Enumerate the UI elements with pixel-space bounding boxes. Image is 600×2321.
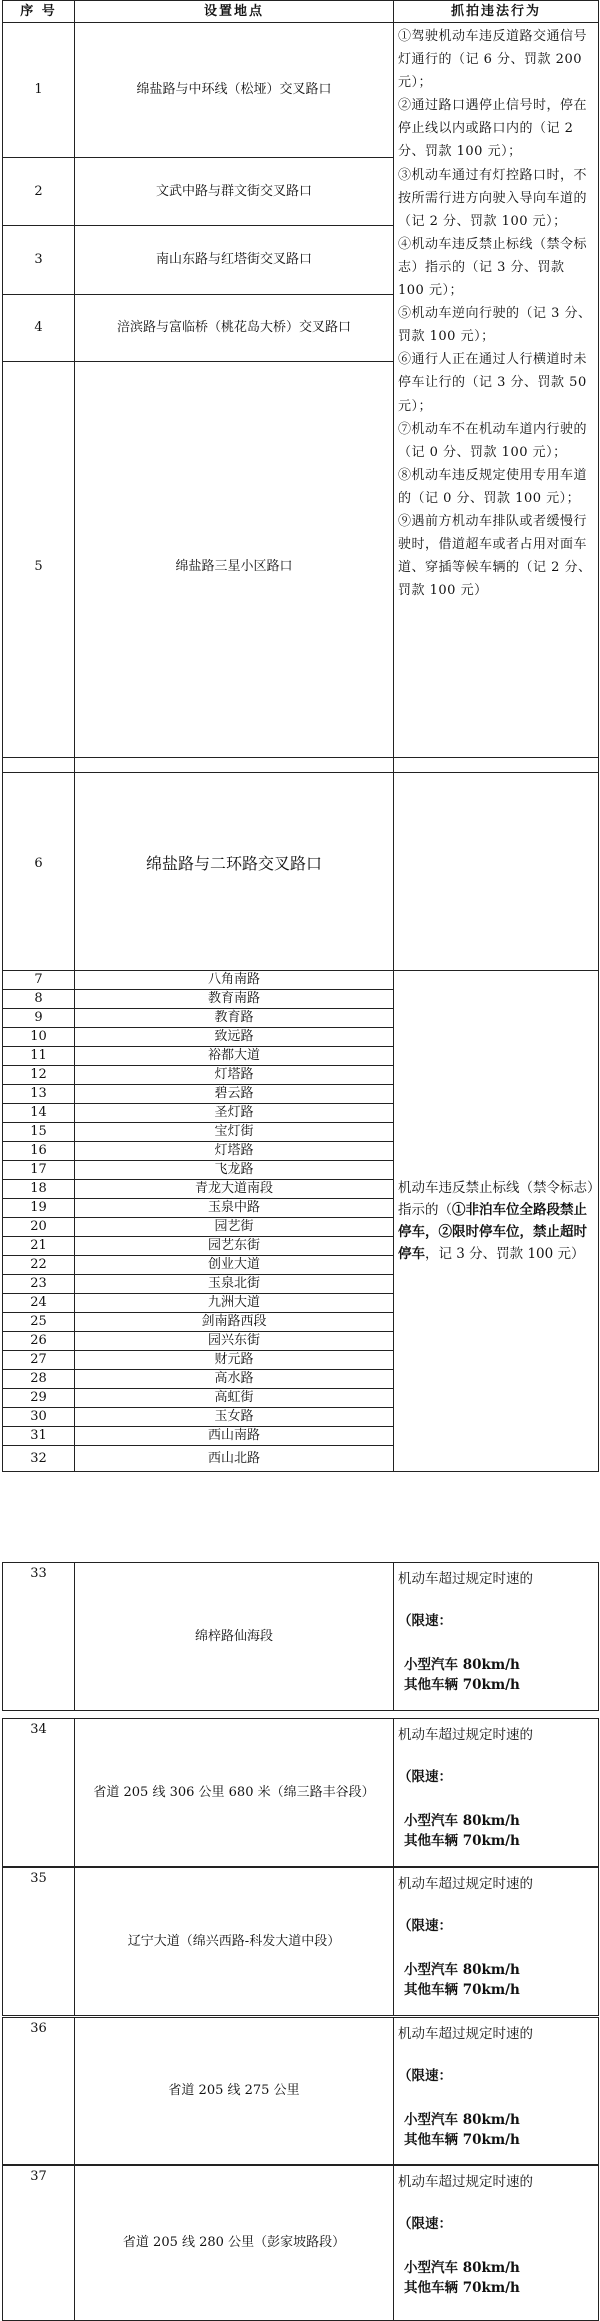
table-row xyxy=(3,971,599,990)
speed-line-1: 机动车超过规定时速的 xyxy=(398,1876,533,1892)
table-row xyxy=(3,1563,599,1711)
behavior-cell xyxy=(394,1868,599,2016)
speed-table xyxy=(2,1867,599,2016)
speed-limit-other: 其他车辆 70km/h xyxy=(404,1833,520,1849)
row-location: 涪滨路与富临桥（桃花岛大桥）交叉路口 xyxy=(75,295,394,362)
row-num: 13 xyxy=(3,1085,75,1104)
row-num: 26 xyxy=(3,1332,75,1351)
row-location: 辽宁大道（绵兴西路-科发大道中段） xyxy=(75,1868,394,2016)
row-location: 玉女路 xyxy=(75,1408,394,1427)
row-location: 八角南路 xyxy=(75,971,394,990)
table-section-2 xyxy=(2,757,599,1472)
behavior-text-post: ，记 3 分、罚款 100 元） xyxy=(425,1246,585,1262)
row-num: 25 xyxy=(3,1313,75,1332)
row-location: 园艺东街 xyxy=(75,1237,394,1256)
row-location: 九洲大道 xyxy=(75,1294,394,1313)
row-location: 剑南路西段 xyxy=(75,1313,394,1332)
row-location: 飞龙路 xyxy=(75,1161,394,1180)
row-location: 省道 205 线 306 公里 680 米（绵三路丰谷段） xyxy=(75,1719,394,1867)
row-location: 宝灯街 xyxy=(75,1123,394,1142)
table-section-1 xyxy=(2,0,599,773)
header-location: 设置地点 xyxy=(75,1,394,23)
row-location: 圣灯路 xyxy=(75,1104,394,1123)
speed-line-1: 机动车超过规定时速的 xyxy=(398,1727,533,1743)
row-num: 15 xyxy=(3,1123,75,1142)
row-num: 22 xyxy=(3,1256,75,1275)
row-num: 34 xyxy=(3,1719,75,1867)
empty-behavior-cell xyxy=(394,758,599,971)
row-num: 19 xyxy=(3,1199,75,1218)
speed-limit-other: 其他车辆 70km/h xyxy=(404,2280,520,2296)
speed-limit-small-car: 小型汽车 80km/h xyxy=(404,1813,520,1829)
speed-limit-small-car: 小型汽车 80km/h xyxy=(404,2112,520,2128)
table-row xyxy=(3,23,599,158)
behavior-cell xyxy=(394,2018,599,2165)
table-row xyxy=(3,2166,599,2321)
speed-limit-other: 其他车辆 70km/h xyxy=(404,1677,520,1693)
speed-table xyxy=(2,2017,599,2165)
row-location: 省道 205 线 275 公里 xyxy=(75,2018,394,2165)
row-location: 灯塔路 xyxy=(75,1142,394,1161)
table-header-row xyxy=(3,1,599,23)
speed-line-1: 机动车超过规定时速的 xyxy=(398,2026,533,2042)
row-location: 碧云路 xyxy=(75,1085,394,1104)
row-num: 9 xyxy=(3,1009,75,1028)
row-location: 园兴东街 xyxy=(75,1332,394,1351)
row-location: 高水路 xyxy=(75,1370,394,1389)
speed-line-2: （限速： xyxy=(398,2068,452,2084)
behavior-cell xyxy=(394,1719,599,1867)
row-location: 高虹街 xyxy=(75,1389,394,1408)
row-num: 24 xyxy=(3,1294,75,1313)
row-num: 32 xyxy=(3,1446,75,1472)
row-location: 绵盐路与中环线（松垭）交叉路口 xyxy=(75,23,394,158)
behavior-text: ①驾驶机动车违反道路交通信号灯通行的（记 6 分、罚款 200 元）； ②通过路口遇停止信号时，停在停止线以内或路口内的（记 2 分、罚款 100 元）； ③机动车通过有灯控路口时，不按所需行进方向驶入导向车道的（记 2 分、罚款 100 元）； ④机动车违反禁止标线（禁令标志）指示的（记 3 分、罚款 100 元）； ⑤机动车逆向行驶的（记 3 分、罚款 100 元）； ⑥通行人正在通过人行横道时未停车让行的（记 3 分、罚款 50 元）； ⑦机动车不在机动车道内行驶的（记 0 分、罚款 100 元）； ⑧机动车违反规定使用专用车道的（记 0 分、罚款 100 元）； ⑨遇前方机动车排队或者缓慢行驶时，借道超车或者占用对面车道、穿插等候车辆的（记 2 分、罚款 100 元） xyxy=(398,29,592,599)
row-location: 青龙大道南段 xyxy=(75,1180,394,1199)
speed-line-1: 机动车超过规定时速的 xyxy=(398,1571,533,1587)
row-location: 绵梓路仙海段 xyxy=(75,1563,394,1711)
row-num: 1 xyxy=(3,23,75,158)
row-num: 33 xyxy=(3,1563,75,1711)
behavior-text-bold: ①非泊车位全路段禁止停车，②限时停车位，禁止超时停车 xyxy=(398,1202,587,1262)
row-num: 31 xyxy=(3,1427,75,1446)
row-num: 35 xyxy=(3,1868,75,2016)
behavior-text xyxy=(398,1177,594,1265)
row-num: 12 xyxy=(3,1066,75,1085)
row-num: 37 xyxy=(3,2166,75,2321)
row-location: 西山南路 xyxy=(75,1427,394,1446)
row-num: 10 xyxy=(3,1028,75,1047)
row-location: 灯塔路 xyxy=(75,1066,394,1085)
speed-table xyxy=(2,2165,599,2321)
row-num: 27 xyxy=(3,1351,75,1370)
row-location: 玉泉北街 xyxy=(75,1275,394,1294)
row-location: 教育路 xyxy=(75,1009,394,1028)
row-num: 29 xyxy=(3,1389,75,1408)
header-behavior: 抓拍违法行为 xyxy=(394,1,599,23)
speed-limit-small-car: 小型汽车 80km/h xyxy=(404,1962,520,1978)
table-row xyxy=(3,2018,599,2165)
row-location: 文武中路与群文街交叉路口 xyxy=(75,158,394,226)
behavior-text-pre: 机动车违反禁止标线（禁令标志）指示的（ xyxy=(398,1180,594,1218)
table-row xyxy=(3,1719,599,1867)
table-row xyxy=(3,758,599,971)
row-num: 4 xyxy=(3,295,75,362)
speed-line-2: （限速： xyxy=(398,1918,452,1934)
row-num: 11 xyxy=(3,1047,75,1066)
row-num: 28 xyxy=(3,1370,75,1389)
row-num: 5 xyxy=(3,362,75,773)
speed-limit-small-car: 小型汽车 80km/h xyxy=(404,2260,520,2276)
speed-table xyxy=(2,1562,599,1711)
behavior-cell xyxy=(394,2166,599,2321)
row-location: 裕都大道 xyxy=(75,1047,394,1066)
row-num: 17 xyxy=(3,1161,75,1180)
row-num: 23 xyxy=(3,1275,75,1294)
row-location: 南山东路与红塔街交叉路口 xyxy=(75,226,394,295)
speed-line-1: 机动车超过规定时速的 xyxy=(398,2174,533,2190)
row-location: 绵盐路与二环路交叉路口 xyxy=(75,758,394,971)
row-location: 绵盐路三星小区路口 xyxy=(75,362,394,773)
row-location: 教育南路 xyxy=(75,990,394,1009)
row-num: 20 xyxy=(3,1218,75,1237)
behavior-cell xyxy=(394,971,599,1472)
row-location: 创业大道 xyxy=(75,1256,394,1275)
row-location: 西山北路 xyxy=(75,1446,394,1472)
speed-line-2: （限速： xyxy=(398,1613,452,1629)
speed-limit-small-car: 小型汽车 80km/h xyxy=(404,1657,520,1673)
row-num: 3 xyxy=(3,226,75,295)
speed-limit-other: 其他车辆 70km/h xyxy=(404,1982,520,1998)
row-location: 省道 205 线 280 公里（彭家坡路段） xyxy=(75,2166,394,2321)
row-num: 18 xyxy=(3,1180,75,1199)
behavior-cell xyxy=(394,1563,599,1711)
row-location: 致远路 xyxy=(75,1028,394,1047)
speed-limit-other: 其他车辆 70km/h xyxy=(404,2132,520,2148)
row-num: 7 xyxy=(3,971,75,990)
row-num: 36 xyxy=(3,2018,75,2165)
header-num: 序 号 xyxy=(3,1,75,23)
row-num: 21 xyxy=(3,1237,75,1256)
row-num: 16 xyxy=(3,1142,75,1161)
row-num: 30 xyxy=(3,1408,75,1427)
behavior-cell xyxy=(394,23,599,773)
row-location: 玉泉中路 xyxy=(75,1199,394,1218)
row-location: 园艺街 xyxy=(75,1218,394,1237)
row-num: 2 xyxy=(3,158,75,226)
row-location: 财元路 xyxy=(75,1351,394,1370)
row-num: 14 xyxy=(3,1104,75,1123)
speed-line-2: （限速： xyxy=(398,2216,452,2232)
speed-line-2: （限速： xyxy=(398,1769,452,1785)
row-num: 8 xyxy=(3,990,75,1009)
section-2-rows xyxy=(3,971,599,1472)
table-row xyxy=(3,1868,599,2016)
row-num: 6 xyxy=(3,758,75,971)
speed-table xyxy=(2,1718,599,1867)
